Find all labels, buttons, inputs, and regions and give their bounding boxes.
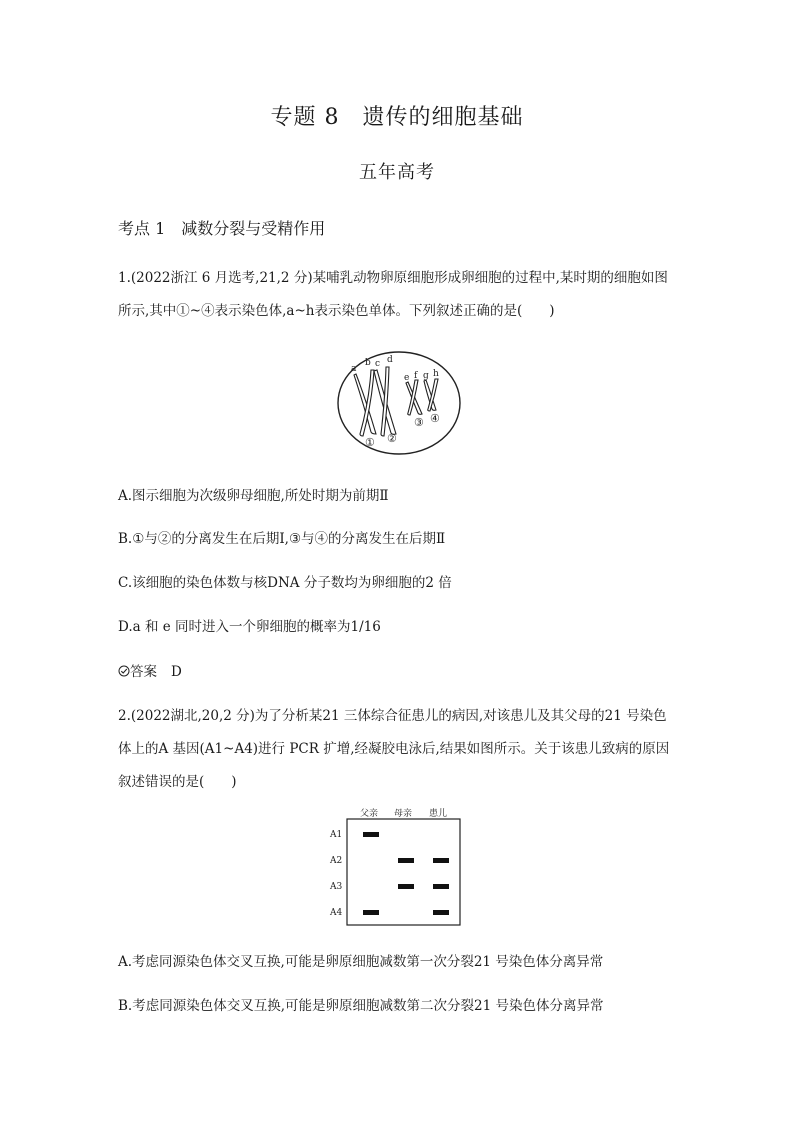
answer-value: D (171, 664, 182, 680)
question-1-cell-figure (336, 350, 462, 456)
chromosome-label-2: ② (387, 432, 397, 445)
question-1-answer (118, 660, 182, 680)
answer-label: 答案 (130, 664, 157, 680)
question-2-stem: 2.(2022湖北,20,2 分)为了分析某21 三体综合征患儿的病因,对该患儿及其父母的21 号染色体上的A 基因(A1~A4)进行 PCR 扩增,经凝胶电泳后,结果如图所示。关于该患儿致病的原因叙述错误的是( ) (118, 708, 670, 790)
answer-check-icon (118, 665, 130, 677)
chromatid-label-c: c (375, 359, 381, 369)
gel-row-a3: A3 (330, 882, 343, 892)
question-2-option-b: B.考虑同源染色体交叉互换,可能是卵原细胞减数第二次分裂21 号染色体分离异常 (118, 998, 604, 1014)
page-title: 专题 8 遗传的细胞基础 (270, 105, 524, 130)
gel-row-a1: A1 (330, 830, 343, 840)
chromosome-1 (354, 370, 376, 436)
page-subtitle: 五年高考 (359, 162, 435, 183)
question-1-option-d: D.a 和 e 同时进入一个卵细胞的概率为1/16 (118, 619, 381, 635)
gel-row-a4: A4 (330, 908, 343, 918)
question-2-option-a: A.考虑同源染色体交叉互换,可能是卵原细胞减数第一次分裂21 号染色体分离异常 (118, 954, 604, 970)
question-1-stem: 1.(2022浙江 6 月选考,21,2 分)某哺乳动物卵原细胞形成卵细胞的过程中,某时期的细胞如图所示,其中①~④表示染色体,a~h表示染色单体。下列叙述正确的是( ) (118, 270, 668, 319)
chromosome-label-1: ① (365, 436, 375, 449)
chromatid-label-e: e (404, 373, 410, 383)
gel-bands (363, 832, 449, 915)
gel-band-a1-0 (363, 832, 379, 837)
question-2-gel-figure (326, 805, 466, 927)
gel-band-a4-0 (363, 910, 379, 915)
chromosome-label-3: ③ (414, 416, 424, 429)
chromosome-label-4: ④ (430, 412, 440, 425)
chromatid-label-d: d (387, 355, 393, 365)
question-1-option-b: B.①与②的分离发生在后期Ⅰ,③与④的分离发生在后期Ⅱ (118, 531, 446, 547)
gel-column-child: 患儿 (429, 809, 448, 819)
gel-column-father: 父亲 (360, 809, 379, 819)
chromatid-label-a: a (351, 364, 357, 374)
gel-band-a4-2 (433, 910, 449, 915)
chromosome-3 (406, 380, 422, 415)
gel-band-a2-2 (433, 858, 449, 863)
gel-column-mother: 母亲 (394, 809, 413, 819)
chromosome-2 (374, 367, 396, 436)
gel-row-a2: A2 (330, 856, 343, 866)
question-1-option-a: A.图示细胞为次级卵母细胞,所处时期为前期Ⅱ (118, 488, 389, 504)
chromatid-label-h: h (433, 369, 439, 379)
chromosome-4 (424, 379, 438, 411)
gel-band-a2-1 (398, 858, 414, 863)
gel-band-a3-2 (433, 884, 449, 889)
chromatid-label-f: f (414, 371, 418, 381)
chromatid-label-b: b (365, 358, 371, 368)
chromatid-label-g: g (423, 371, 429, 381)
section-heading: 考点 1 减数分裂与受精作用 (118, 219, 326, 238)
gel-band-a3-1 (398, 884, 414, 889)
question-1-option-c: C.该细胞的染色体数与核DNA 分子数均为卵细胞的2 倍 (118, 575, 452, 591)
